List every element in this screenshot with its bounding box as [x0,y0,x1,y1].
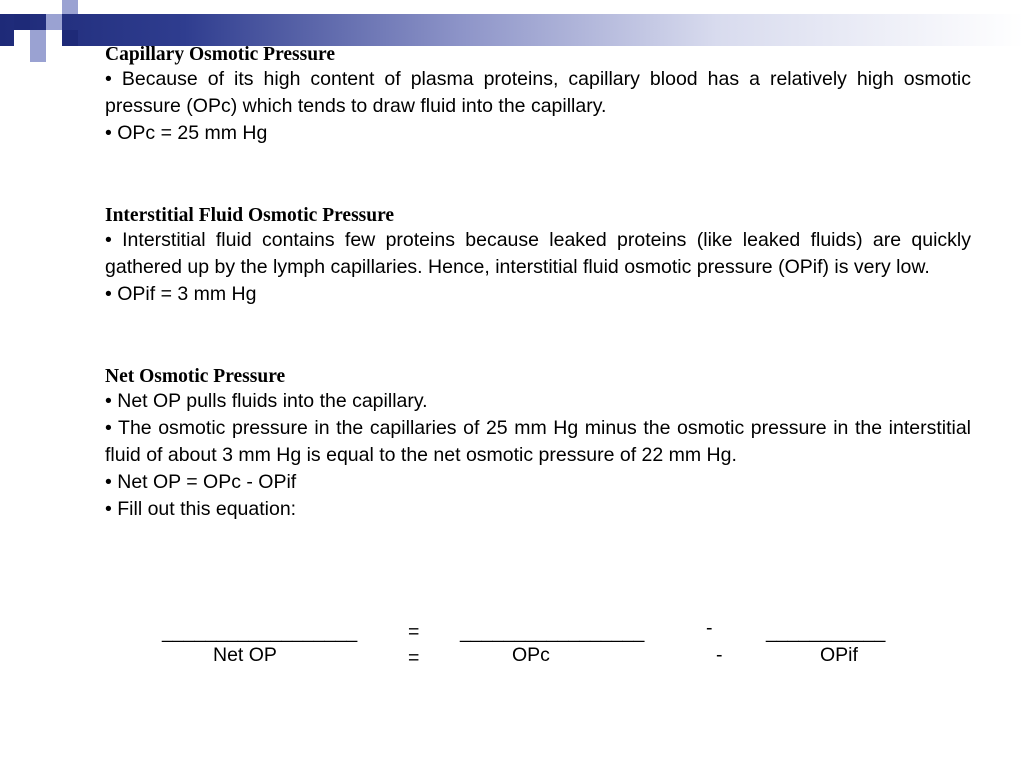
equation-label-opc: OPc [512,644,550,666]
equation-equals: = [408,647,420,669]
section-interstitial-op [105,205,971,308]
equation-minus: - [706,617,713,639]
bullet-text: • Because of its high content of plasma proteins, capillary blood has a relatively high osmotic pressure (OPc) which tends to draw fluid into the capillary. [105,68,971,117]
section-heading: Interstitial Fluid Osmotic Pressure [105,205,395,226]
section-heading: Capillary Osmotic Pressure [105,44,336,65]
bullet-text: • Net OP pulls fluids into the capillary. [105,390,428,412]
equation-blank-opc: _________________ [460,621,645,643]
header-square-light [46,14,62,30]
header-square-light [30,46,46,62]
header-square-light [30,30,46,46]
bullet-text: • Interstitial fluid contains few proteins because leaked proteins (like leaked fluids) are quickly gathered up by the lymph capillaries. Hence, interstitial fluid osmotic pressure (OPif) is very low. [105,229,971,278]
header-square-white [46,30,62,46]
bullet-text: • OPif = 3 mm Hg [105,283,257,305]
header-gradient-band [0,14,1024,46]
header-square-white [14,30,30,46]
slide-body [105,44,971,523]
bullet-text: • Fill out this equation: [105,498,297,520]
section-capillary-op [105,44,971,147]
section-heading: Net Osmotic Pressure [105,366,286,387]
equation-blank-opif: ___________ [766,621,886,643]
equation-label-netop: Net OP [213,644,277,666]
header-square-dark [62,0,78,14]
equation-equals: = [408,621,420,643]
spacer [105,147,971,201]
spacer [105,308,971,362]
equation-minus: - [716,644,723,666]
bullet-text: • The osmotic pressure in the capillaries of 25 mm Hg minus the osmotic pressure in the interstitial fluid of about 3 mm Hg is equal to the net osmotic pressure of 22 mm Hg. [105,417,971,466]
equation-blank-netop: __________________ [162,621,358,643]
bullet-text: • OPc = 25 mm Hg [105,122,268,144]
section-net-op [105,366,971,523]
equation-label-opif: OPif [820,644,858,666]
header-square-dark [62,30,78,46]
header-square-dark [14,14,30,30]
bullet-text: • Net OP = OPc - OPif [105,471,297,493]
